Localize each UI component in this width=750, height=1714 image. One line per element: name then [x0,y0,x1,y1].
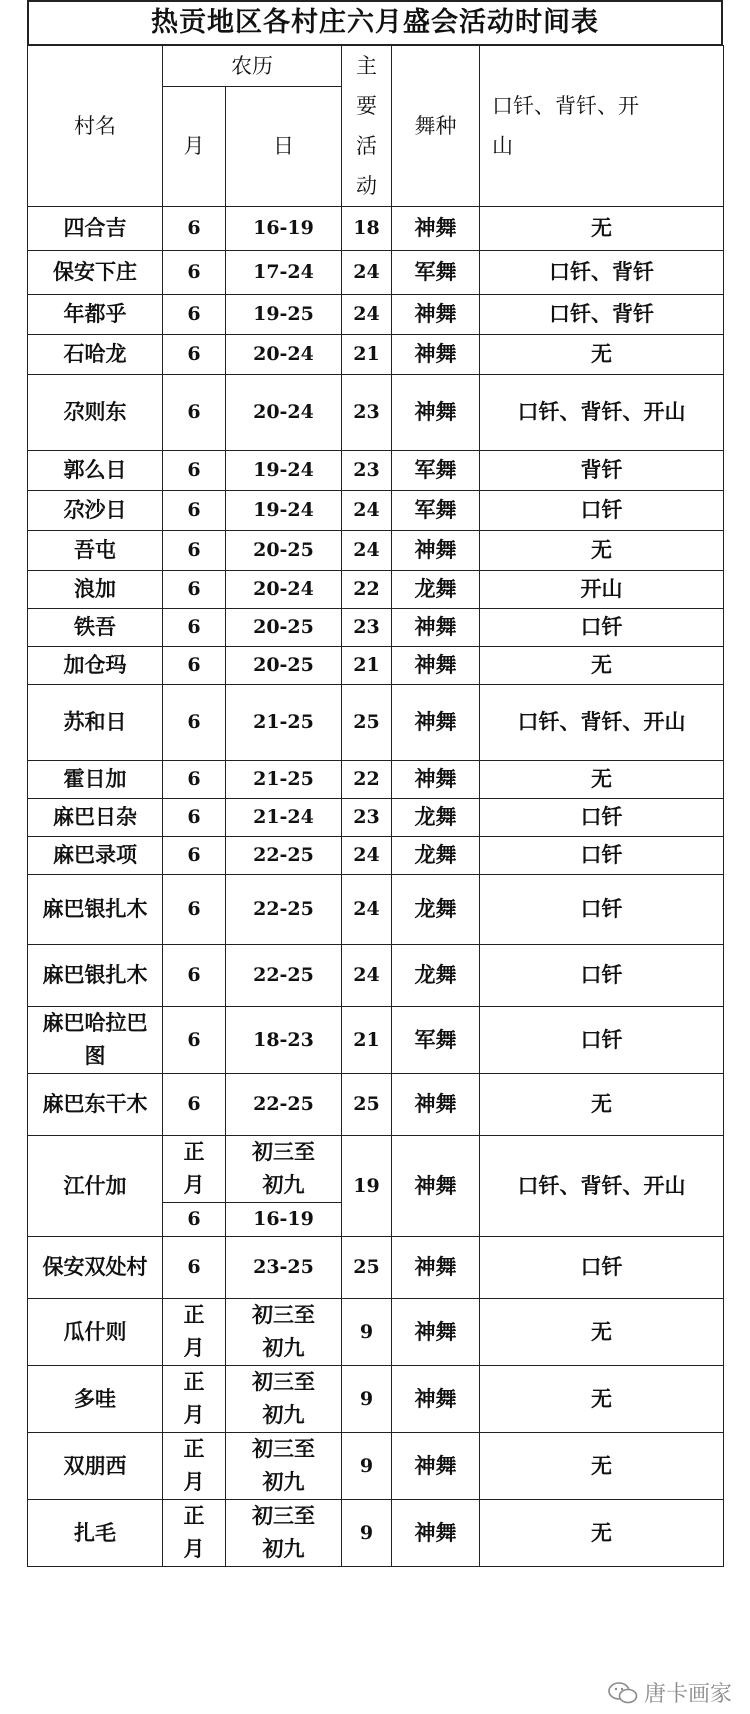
table-row [28,1500,724,1567]
month-cell: 6 [163,251,226,295]
table-row [28,875,724,945]
village-cell: 麻巴日杂 [28,799,163,837]
day-cell: 17-24 [226,251,342,295]
dance-cell: 神舞 [392,1237,480,1299]
main-activity-cell: 23 [342,799,392,837]
day-cell: 初三至初九 [226,1136,342,1203]
main-activity-cell: 9 [342,1433,392,1500]
piercing-cell: 口钎 [480,799,724,837]
dance-cell: 神舞 [392,531,480,571]
table-row [28,1366,724,1433]
table-row [28,375,724,451]
day-cell: 21-24 [226,799,342,837]
piercing-cell: 口钎、背钎、开山 [480,1136,724,1237]
day-cell: 初三至初九 [226,1299,342,1366]
dance-cell: 神舞 [392,1433,480,1500]
table-row [28,1074,724,1136]
village-cell: 麻巴银扎木 [28,945,163,1007]
piercing-cell: 口钎 [480,945,724,1007]
month-cell: 6 [163,451,226,491]
header-month: 月 [163,87,226,207]
piercing-cell: 无 [480,1074,724,1136]
month-cell: 正月 [163,1433,226,1500]
table-row [28,335,724,375]
header-day: 日 [226,87,342,207]
piercing-cell: 口钎 [480,1237,724,1299]
village-cell: 加仓玛 [28,647,163,685]
village-cell: 郭么日 [28,451,163,491]
table-row [28,837,724,875]
piercing-cell: 口钎 [480,1007,724,1074]
main-activity-cell: 24 [342,875,392,945]
month-cell: 6 [163,799,226,837]
dance-cell: 神舞 [392,685,480,761]
day-cell: 20-24 [226,571,342,609]
wechat-icon [608,1680,638,1706]
day-cell: 19-25 [226,295,342,335]
village-cell: 尕沙日 [28,491,163,531]
piercing-cell: 口钎、背钎、开山 [480,375,724,451]
village-cell: 铁吾 [28,609,163,647]
dance-cell: 军舞 [392,1007,480,1074]
piercing-cell: 开山 [480,571,724,609]
table-row [28,1433,724,1500]
schedule-table [27,45,724,1567]
dance-cell: 龙舞 [392,837,480,875]
piercing-cell: 口钎 [480,491,724,531]
main-activity-cell: 9 [342,1299,392,1366]
piercing-cell: 口钎、背钎 [480,251,724,295]
month-cell: 正月 [163,1299,226,1366]
table-row [28,609,724,647]
village-cell: 麻巴东干木 [28,1074,163,1136]
main-activity-cell: 24 [342,295,392,335]
village-cell: 石哈龙 [28,335,163,375]
village-cell: 扎毛 [28,1500,163,1567]
dance-cell: 神舞 [392,647,480,685]
main-activity-cell: 24 [342,491,392,531]
piercing-cell: 无 [480,335,724,375]
day-cell: 初三至初九 [226,1500,342,1567]
main-activity-cell: 22 [342,571,392,609]
dance-cell: 神舞 [392,1299,480,1366]
village-cell: 年都乎 [28,295,163,335]
main-activity-cell: 9 [342,1500,392,1567]
day-cell: 21-25 [226,685,342,761]
table-row [28,1007,724,1074]
main-activity-cell: 19 [342,1136,392,1237]
table-row [28,491,724,531]
month-cell: 6 [163,1007,226,1074]
dance-cell: 龙舞 [392,945,480,1007]
header-main-activity: 主要活动 [342,46,392,207]
day-cell: 22-25 [226,945,342,1007]
table-row [28,1299,724,1366]
dance-cell: 龙舞 [392,571,480,609]
piercing-cell: 无 [480,1433,724,1500]
month-cell: 正月 [163,1136,226,1203]
month-cell: 6 [163,837,226,875]
month-cell: 6 [163,295,226,335]
day-cell: 19-24 [226,451,342,491]
village-cell: 保安双处村 [28,1237,163,1299]
dance-cell: 军舞 [392,451,480,491]
header-piercing: 口钎、背钎、开山 [480,46,724,207]
main-activity-cell: 25 [342,685,392,761]
watermark [608,1677,732,1708]
day-cell: 20-24 [226,375,342,451]
day-cell: 20-25 [226,609,342,647]
day-cell: 22-25 [226,837,342,875]
month-cell: 6 [163,685,226,761]
village-cell: 吾屯 [28,531,163,571]
month-cell: 6 [163,491,226,531]
main-activity-cell: 22 [342,761,392,799]
month-cell: 6 [163,207,226,251]
dance-cell: 神舞 [392,1366,480,1433]
day-cell: 16-19 [226,207,342,251]
table-row-jiangshijia [28,1136,724,1203]
day-cell: 初三至初九 [226,1366,342,1433]
month-cell: 6 [163,647,226,685]
village-cell: 麻巴哈拉巴图 [28,1007,163,1074]
month-cell: 6 [163,761,226,799]
table-row [28,295,724,335]
table-row [28,945,724,1007]
dance-cell: 神舞 [392,1500,480,1567]
piercing-cell: 口钎、背钎 [480,295,724,335]
table-row [28,761,724,799]
piercing-cell: 口钎、背钎、开山 [480,685,724,761]
main-activity-cell: 23 [342,451,392,491]
month-cell: 6 [163,609,226,647]
table-title: 热贡地区各村庄六月盛会活动时间表 [27,0,723,45]
day-cell: 22-25 [226,875,342,945]
piercing-cell: 无 [480,207,724,251]
piercing-cell: 无 [480,1500,724,1567]
dance-cell: 神舞 [392,1136,480,1237]
table-row [28,685,724,761]
main-activity-cell: 21 [342,647,392,685]
main-activity-cell: 24 [342,531,392,571]
piercing-cell: 口钎 [480,837,724,875]
dance-cell: 神舞 [392,1074,480,1136]
month-cell: 6 [163,1074,226,1136]
dance-cell: 神舞 [392,295,480,335]
main-activity-cell: 25 [342,1074,392,1136]
village-cell: 四合吉 [28,207,163,251]
dance-cell: 龙舞 [392,799,480,837]
month-cell: 6 [163,1237,226,1299]
header-lunar: 农历 [163,46,342,87]
piercing-cell: 无 [480,761,724,799]
day-cell: 18-23 [226,1007,342,1074]
month-cell: 6 [163,375,226,451]
dance-cell: 神舞 [392,335,480,375]
village-cell: 江什加 [28,1136,163,1237]
village-cell: 浪加 [28,571,163,609]
piercing-cell: 无 [480,1299,724,1366]
month-cell: 正月 [163,1366,226,1433]
table-row [28,647,724,685]
dance-cell: 神舞 [392,609,480,647]
village-cell: 苏和日 [28,685,163,761]
header-row [28,46,724,87]
main-activity-cell: 24 [342,251,392,295]
piercing-cell: 背钎 [480,451,724,491]
month-cell: 6 [163,945,226,1007]
main-activity-cell: 9 [342,1366,392,1433]
village-cell: 多哇 [28,1366,163,1433]
village-cell: 麻巴录项 [28,837,163,875]
month-cell: 6 [163,1203,226,1237]
header-village: 村名 [28,46,163,207]
day-cell: 22-25 [226,1074,342,1136]
table-row [28,1237,724,1299]
table-row [28,251,724,295]
day-cell: 初三至初九 [226,1433,342,1500]
piercing-cell: 无 [480,1366,724,1433]
day-cell: 23-25 [226,1237,342,1299]
header-dance: 舞种 [392,46,480,207]
village-cell: 尕则东 [28,375,163,451]
day-cell: 20-25 [226,531,342,571]
table-row [28,799,724,837]
main-activity-cell: 25 [342,1237,392,1299]
dance-cell: 神舞 [392,761,480,799]
main-activity-cell: 23 [342,375,392,451]
day-cell: 21-25 [226,761,342,799]
village-cell: 保安下庄 [28,251,163,295]
day-cell: 16-19 [226,1203,342,1237]
piercing-cell: 无 [480,647,724,685]
main-activity-cell: 21 [342,1007,392,1074]
village-cell: 麻巴银扎木 [28,875,163,945]
table-row [28,207,724,251]
month-cell: 6 [163,335,226,375]
dance-cell: 军舞 [392,251,480,295]
village-cell: 瓜什则 [28,1299,163,1366]
main-activity-cell: 24 [342,945,392,1007]
table-row [28,571,724,609]
day-cell: 20-25 [226,647,342,685]
table-row [28,531,724,571]
village-cell: 双朋西 [28,1433,163,1500]
dance-cell: 神舞 [392,207,480,251]
day-cell: 19-24 [226,491,342,531]
dance-cell: 神舞 [392,375,480,451]
month-cell: 正月 [163,1500,226,1567]
piercing-cell: 口钎 [480,875,724,945]
month-cell: 6 [163,875,226,945]
schedule-sheet [27,0,723,1567]
dance-cell: 军舞 [392,491,480,531]
main-activity-cell: 23 [342,609,392,647]
month-cell: 6 [163,571,226,609]
main-activity-cell: 21 [342,335,392,375]
month-cell: 6 [163,531,226,571]
main-activity-cell: 24 [342,837,392,875]
watermark-text: 唐卡画家 [643,1682,732,1707]
dance-cell: 龙舞 [392,875,480,945]
piercing-cell: 无 [480,531,724,571]
main-activity-cell: 18 [342,207,392,251]
village-cell: 霍日加 [28,761,163,799]
table-body [28,46,724,1567]
day-cell: 20-24 [226,335,342,375]
piercing-cell: 口钎 [480,609,724,647]
table-row [28,451,724,491]
